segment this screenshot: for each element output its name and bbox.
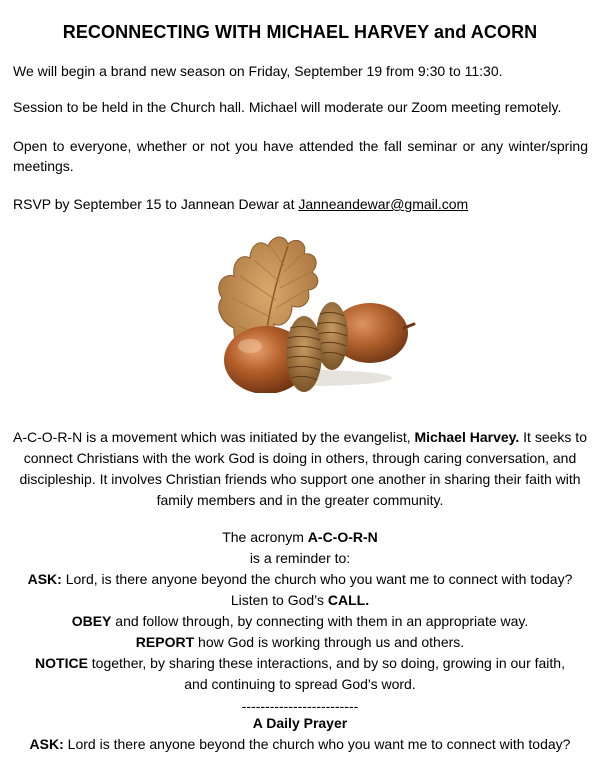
call-label: CALL. [327,592,370,608]
ask-line [10,569,590,590]
prayer-title-text: A Daily Prayer [252,715,348,731]
location-paragraph: Session to be held in the Church hall. Michael will moderate our Zoom meeting remotely. [13,99,562,115]
acronym-intro: The acronym [222,529,308,545]
divider-line: ------------------------- [241,698,359,714]
notice-label: NOTICE [35,655,88,671]
acorn-illustration-icon [192,228,417,393]
rsvp-email-link[interactable]: Janneandewar@gmail.com [298,196,469,212]
open-paragraph: Open to everyone, whether or not you have attended the fall seminar or any winter/spring meetings. [13,138,588,174]
prayer-ask-label: ASK: [29,736,64,752]
obey-text: and follow through, by connecting with them in an appropriate way. [111,613,529,629]
acronym-intro-line [10,527,590,548]
prayer-title [10,713,590,734]
description-before: A-C-O-R-N is a movement which was initiated by the evangelist, [13,429,415,445]
acorn-description [10,427,590,511]
description-after: It seeks to connect Christians with the work God is doing in others, through caring conversation, and discipleship. It involves Christian friends who support one another in sharing their faith with family members and in the greater community. [19,429,587,508]
notice-text: together, by sharing these interactions, and by so doing, growing in our faith, and continuing to spread God's word. [87,655,565,692]
prayer-ask-line [10,734,590,755]
ask-text: Lord, is there anyone beyond the church who you want me to connect with today? [61,571,573,587]
acronym-reminder: is a reminder to: [249,550,351,566]
prayer-ask-text: Lord is there anyone beyond the church who you want me to connect with today? [63,736,571,752]
call-line [10,590,590,611]
acronym-word: A-C-O-R-N [307,529,378,545]
ask-label: ASK: [27,571,62,587]
report-line [10,632,590,653]
rsvp-paragraph [13,194,588,214]
page-title: RECONNECTING WITH MICHAEL HARVEY and ACORN [62,22,538,42]
report-text: how God is working through us and others. [194,634,465,650]
rsvp-text: RSVP by September 15 to Jannean Dewar at [13,196,299,212]
description-name: Michael Harvey. [414,429,520,445]
report-label: REPORT [135,634,195,650]
notice-line [25,653,575,695]
obey-line [10,611,590,632]
season-paragraph: We will begin a brand new season on Friday, September 19 from 9:30 to 11:30. [13,63,503,79]
obey-label: OBEY [71,613,112,629]
call-text: Listen to God’s [230,592,328,608]
